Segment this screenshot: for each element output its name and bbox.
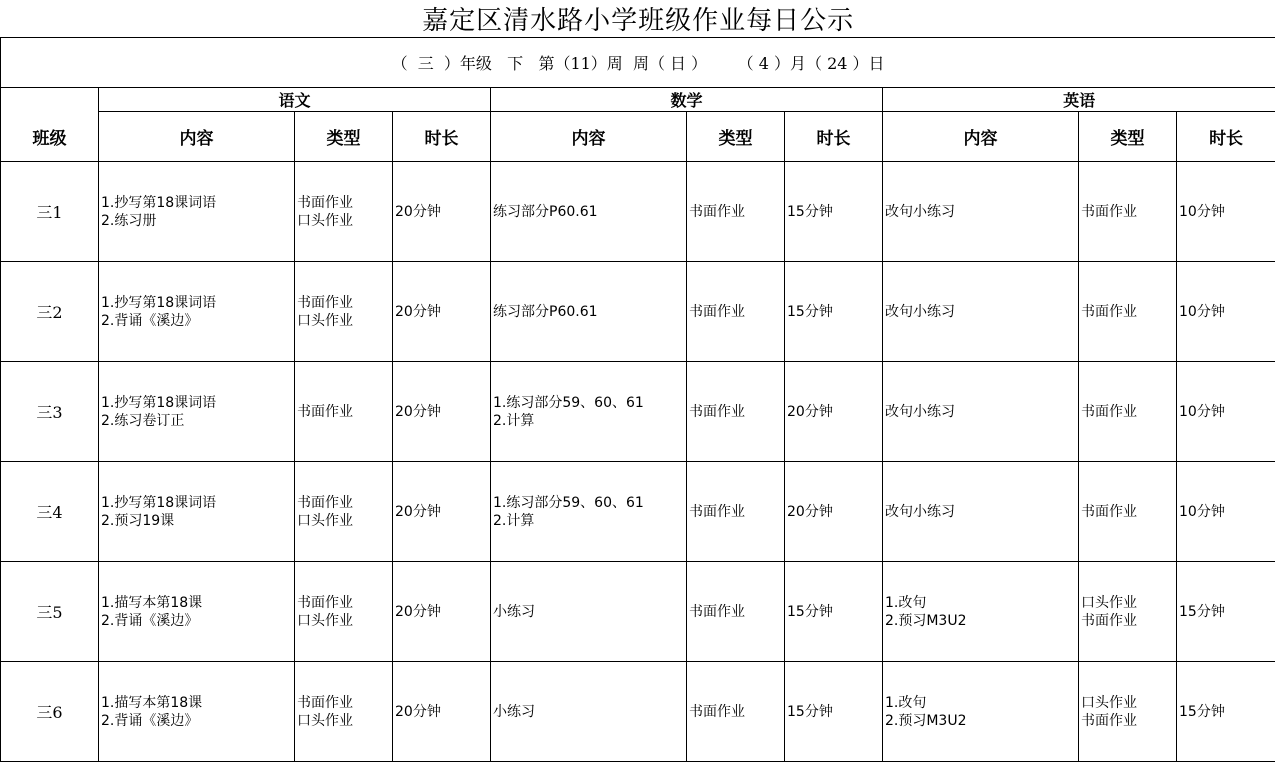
english-type-cell [1079,662,1177,762]
math-content-cell-line: 小练习 [493,603,686,621]
chinese-content-cell-line: 2.练习册 [101,212,294,230]
chinese-content-cell-line: 2.练习卷订正 [101,412,294,430]
english-content-cell [883,662,1079,762]
header-chinese-duration: 时长 [393,112,491,162]
math-type-cell [687,462,785,562]
header-math-duration: 时长 [785,112,883,162]
chinese-type-cell [295,162,393,262]
english-content-cell-line: 1.改句 [885,594,1078,612]
english-type-cell [1079,462,1177,562]
chinese-type-cell-line: 口头作业 [297,712,392,730]
english-content-cell-line: 1.改句 [885,694,1078,712]
english-duration-cell: 10分钟 [1177,162,1275,262]
math-type-cell-line: 书面作业 [689,603,784,621]
chinese-type-cell-line: 口头作业 [297,212,392,230]
chinese-type-cell-line: 书面作业 [297,594,392,612]
math-duration-cell: 20分钟 [785,462,883,562]
chinese-type-cell-line: 书面作业 [297,194,392,212]
math-type-cell [687,362,785,462]
math-duration-cell: 15分钟 [785,662,883,762]
chinese-content-cell-line: 1.抄写第18课词语 [101,394,294,412]
chinese-type-cell [295,462,393,562]
table-row [1,662,1275,762]
chinese-type-cell-line: 口头作业 [297,512,392,530]
english-type-cell [1079,562,1177,662]
chinese-duration-cell: 20分钟 [393,562,491,662]
english-duration-cell: 10分钟 [1177,262,1275,362]
chinese-type-cell [295,362,393,462]
english-type-cell [1079,362,1177,462]
math-type-cell-line: 书面作业 [689,403,784,421]
chinese-duration-cell: 20分钟 [393,162,491,262]
english-duration-cell: 10分钟 [1177,462,1275,562]
math-content-cell-line: 2.计算 [493,412,686,430]
english-type-cell [1079,262,1177,362]
english-type-cell-line: 口头作业 [1081,694,1176,712]
math-type-cell-line: 书面作业 [689,703,784,721]
math-type-cell-line: 书面作业 [689,203,784,221]
subject-chinese: 语文 [99,88,491,112]
chinese-content-cell-line: 1.描写本第18课 [101,594,294,612]
english-content-cell-line: 2.预习M3U2 [885,712,1078,730]
header-english-duration: 时长 [1177,112,1275,162]
english-content-cell-line: 改句小练习 [885,403,1078,421]
english-type-cell-line: 书面作业 [1081,612,1176,630]
table-row [1,362,1275,462]
english-content-cell-line: 改句小练习 [885,303,1078,321]
english-duration-cell: 15分钟 [1177,562,1275,662]
math-content-cell [491,362,687,462]
chinese-content-cell-line: 2.背诵《溪边》 [101,312,294,330]
subject-blank-cell [1,88,99,112]
english-content-cell-line: 改句小练习 [885,203,1078,221]
chinese-type-cell-line: 书面作业 [297,294,392,312]
chinese-content-cell-line: 1.抄写第18课词语 [101,194,294,212]
english-content-cell-line: 2.预习M3U2 [885,612,1078,630]
math-content-cell [491,662,687,762]
header-class: 班级 [1,112,99,162]
math-duration-cell: 20分钟 [785,362,883,462]
header-math-content: 内容 [491,112,687,162]
english-content-cell [883,262,1079,362]
math-content-cell [491,462,687,562]
math-content-cell [491,562,687,662]
chinese-type-cell-line: 口头作业 [297,312,392,330]
chinese-content-cell-line: 2.背诵《溪边》 [101,612,294,630]
english-type-cell-line: 口头作业 [1081,594,1176,612]
math-duration-cell: 15分钟 [785,262,883,362]
table-row [1,162,1275,262]
chinese-duration-cell: 20分钟 [393,362,491,462]
math-duration-cell: 15分钟 [785,162,883,262]
chinese-content-cell [99,562,295,662]
page-title: 嘉定区清水路小学班级作业每日公示 [1,0,1275,38]
english-content-cell [883,562,1079,662]
english-type-cell-line: 书面作业 [1081,503,1176,521]
chinese-duration-cell: 20分钟 [393,262,491,362]
math-type-cell-line: 书面作业 [689,503,784,521]
subject-english: 英语 [883,88,1275,112]
chinese-type-cell-line: 书面作业 [297,694,392,712]
chinese-content-cell-line: 1.抄写第18课词语 [101,294,294,312]
chinese-content-cell-line: 2.背诵《溪边》 [101,712,294,730]
class-cell: 三3 [1,362,99,462]
header-english-type: 类型 [1079,112,1177,162]
table-row [1,262,1275,362]
table-body [1,162,1275,762]
english-content-cell [883,462,1079,562]
chinese-type-cell [295,262,393,362]
table-row [1,462,1275,562]
english-type-cell-line: 书面作业 [1081,203,1176,221]
math-type-cell [687,662,785,762]
header-chinese-content: 内容 [99,112,295,162]
english-content-cell [883,162,1079,262]
english-content-cell [883,362,1079,462]
math-content-cell-line: 2.计算 [493,512,686,530]
chinese-content-cell-line: 1.抄写第18课词语 [101,494,294,512]
math-content-cell-line: 练习部分P60.61 [493,203,686,221]
chinese-type-cell-line: 书面作业 [297,494,392,512]
math-content-cell-line: 练习部分P60.61 [493,303,686,321]
math-type-cell [687,262,785,362]
header-english-content: 内容 [883,112,1079,162]
english-type-cell [1079,162,1177,262]
class-cell: 三6 [1,662,99,762]
english-type-cell-line: 书面作业 [1081,403,1176,421]
chinese-content-cell-line: 2.预习19课 [101,512,294,530]
english-content-cell-line: 改句小练习 [885,503,1078,521]
math-duration-cell: 15分钟 [785,562,883,662]
math-content-cell-line: 小练习 [493,703,686,721]
header-chinese-type: 类型 [295,112,393,162]
chinese-type-cell-line: 口头作业 [297,612,392,630]
chinese-type-cell-line: 书面作业 [297,403,392,421]
class-cell: 三1 [1,162,99,262]
math-content-cell [491,262,687,362]
header-math-type: 类型 [687,112,785,162]
chinese-type-cell [295,662,393,762]
subject-math: 数学 [491,88,883,112]
class-cell: 三4 [1,462,99,562]
chinese-content-cell [99,462,295,562]
chinese-content-cell-line: 1.描写本第18课 [101,694,294,712]
chinese-content-cell [99,262,295,362]
english-duration-cell: 10分钟 [1177,362,1275,462]
math-type-cell-line: 书面作业 [689,303,784,321]
chinese-content-cell [99,662,295,762]
chinese-type-cell [295,562,393,662]
english-type-cell-line: 书面作业 [1081,303,1176,321]
chinese-duration-cell: 20分钟 [393,462,491,562]
chinese-duration-cell: 20分钟 [393,662,491,762]
class-cell: 三5 [1,562,99,662]
table-row [1,562,1275,662]
date-line [1,38,1275,88]
chinese-content-cell [99,362,295,462]
math-content-cell-line: 1.练习部分59、60、61 [493,394,686,412]
math-type-cell [687,162,785,262]
chinese-content-cell [99,162,295,262]
date-line-text: （ 三 ）年级 下 第（11）周 周（ 日 ） （ 4 ）月（ 24 ）日 [392,54,885,73]
english-type-cell-line: 书面作业 [1081,712,1176,730]
math-type-cell [687,562,785,662]
english-duration-cell: 15分钟 [1177,662,1275,762]
math-content-cell [491,162,687,262]
math-content-cell-line: 1.练习部分59、60、61 [493,494,686,512]
class-cell: 三2 [1,262,99,362]
